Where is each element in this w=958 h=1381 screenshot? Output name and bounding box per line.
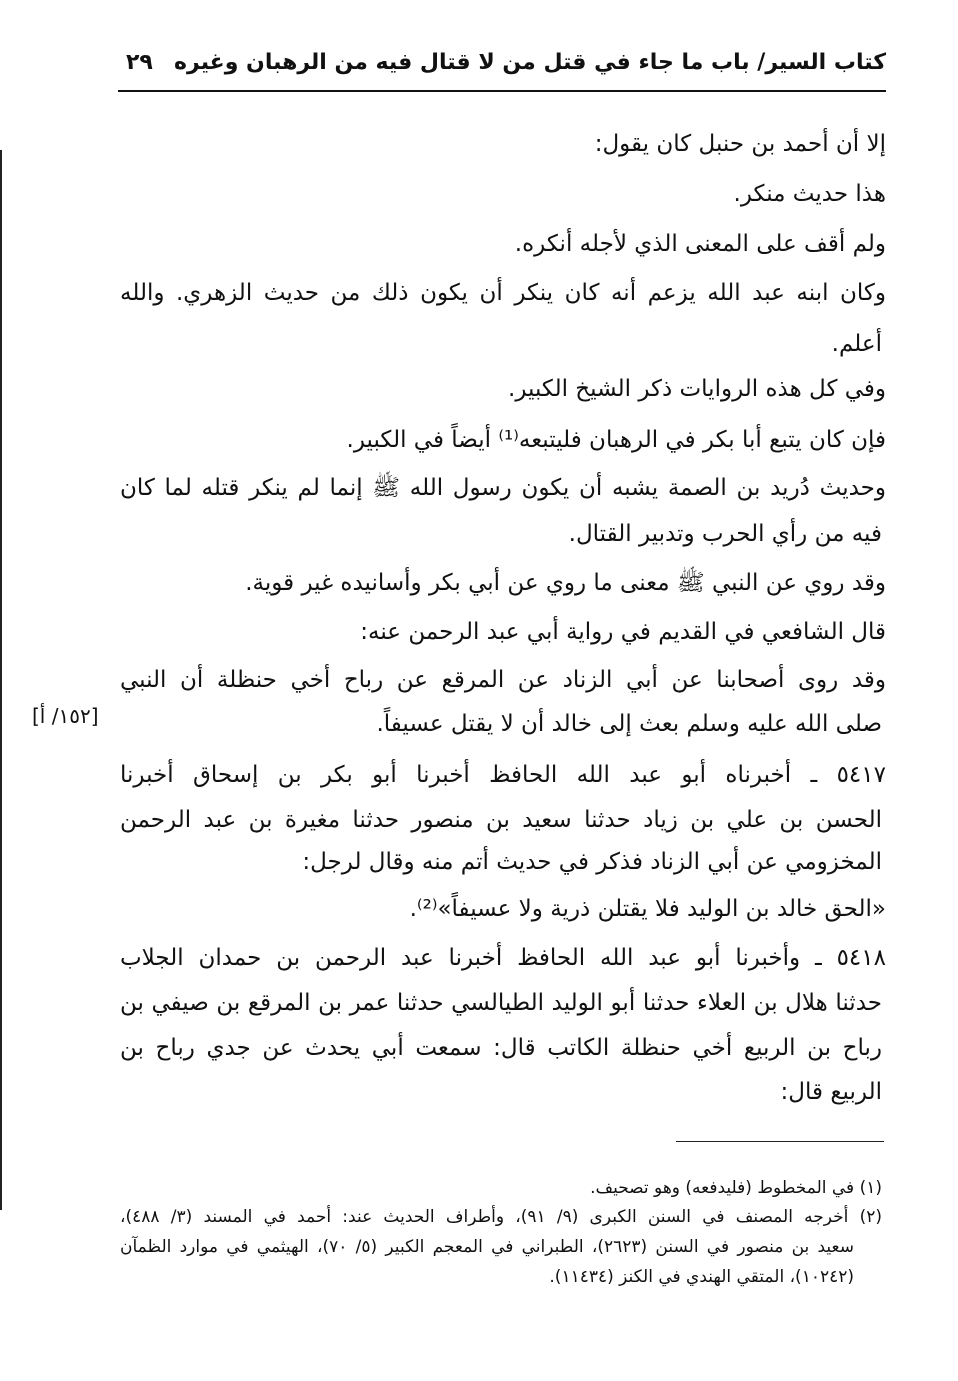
footnote-1: (١) في المخطوط (فليدفعه) وهو تصحيف. — [590, 1178, 882, 1198]
manuscript-folio-marker: [١٥٢/ أ] — [32, 704, 99, 728]
footnote-2: (٢) أخرجه المصنف في السنن الكبرى (٩/ ٩١)، وأطراف الحديث عند: أحمد في المسند (٣/ ٤٨٨)، — [120, 1207, 882, 1227]
body-line: الربيع قال: — [780, 1079, 882, 1105]
body-line: حدثنا هلال بن العلاء حدثنا أبو الوليد الطيالسي حدثنا عمر بن المرقع بن صيفي بن — [120, 990, 882, 1016]
page-edge-line — [0, 150, 2, 1210]
hadith-5417-line: ٥٤١٧ ـ أخبرناه أبو عبد الله الحافظ أخبرنا أبو بكر بن إسحاق أخبرنا — [120, 762, 886, 788]
page-number: ٢٩ — [126, 50, 153, 75]
chapter-title: كتاب السير/ باب ما جاء في قتل من لا قتال فيه من الرهبان وغيره — [174, 50, 886, 75]
footnote-separator — [676, 1141, 884, 1142]
body-line: فإن كان يتبع أبا بكر في الرهبان فليتبعه⁽¹⁾ أيضاً في الكبير. — [346, 427, 886, 453]
body-line: صلى الله عليه وسلم بعث إلى خالد أن لا يقتل عسيفاً. — [376, 711, 882, 737]
footnote-2-continued: (١٠٢٤٢)، المتقي الهندي في الكنز (١١٤٣٤). — [549, 1267, 854, 1287]
body-line: قال الشافعي في القديم في رواية أبي عبد الرحمن عنه: — [360, 619, 886, 645]
body-line: وقد روي عن النبي ﷺ معنى ما روي عن أبي بكر وأسانيده غير قوية. — [245, 570, 886, 596]
body-line: وكان ابنه عبد الله يزعم أنه كان ينكر أن يكون ذلك من حديث الزهري. والله — [120, 280, 886, 306]
body-line: رباح بن الربيع أخي حنظلة الكاتب قال: سمعت أبي يحدث عن جدي رباح بن — [120, 1035, 882, 1061]
body-line: إلا أن أحمد بن حنبل كان يقول: — [594, 131, 886, 157]
body-line: أعلم. — [831, 331, 882, 357]
hadith-5418-line: ٥٤١٨ ـ وأخبرنا أبو عبد الله الحافظ أخبرنا عبد الرحمن بن حمدان الجلاب — [120, 945, 886, 971]
body-line: ولم أقف على المعنى الذي لأجله أنكره. — [514, 231, 886, 257]
body-line: فيه من رأي الحرب وتدبير القتال. — [568, 521, 882, 547]
body-line: وفي كل هذه الروايات ذكر الشيخ الكبير. — [508, 376, 886, 402]
body-line: وقد روى أصحابنا عن أبي الزناد عن المرقع عن رباح أخي حنظلة أن النبي — [120, 667, 886, 693]
quoted-hadith: «الحق خالد بن الوليد فلا يقتلن ذرية ولا عسيفاً»⁽²⁾. — [409, 896, 886, 922]
footnote-2-continued: سعيد بن منصور في السنن (٢٦٢٣)، الطبراني في المعجم الكبير (٥/ ٧٠)، الهيثمي في موارد الظمآن — [120, 1237, 854, 1257]
body-line: هذا حديث منكر. — [733, 181, 886, 207]
body-line: وحديث دُريد بن الصمة يشبه أن يكون رسول الله ﷺ إنما لم ينكر قتله لما كان — [120, 475, 886, 501]
body-line: الحسن بن علي بن زياد حدثنا سعيد بن منصور حدثنا مغيرة بن عبد الرحمن — [120, 807, 882, 833]
running-header — [118, 46, 886, 92]
body-line: المخزومي عن أبي الزناد فذكر في حديث أتم منه وقال لرجل: — [302, 849, 882, 875]
